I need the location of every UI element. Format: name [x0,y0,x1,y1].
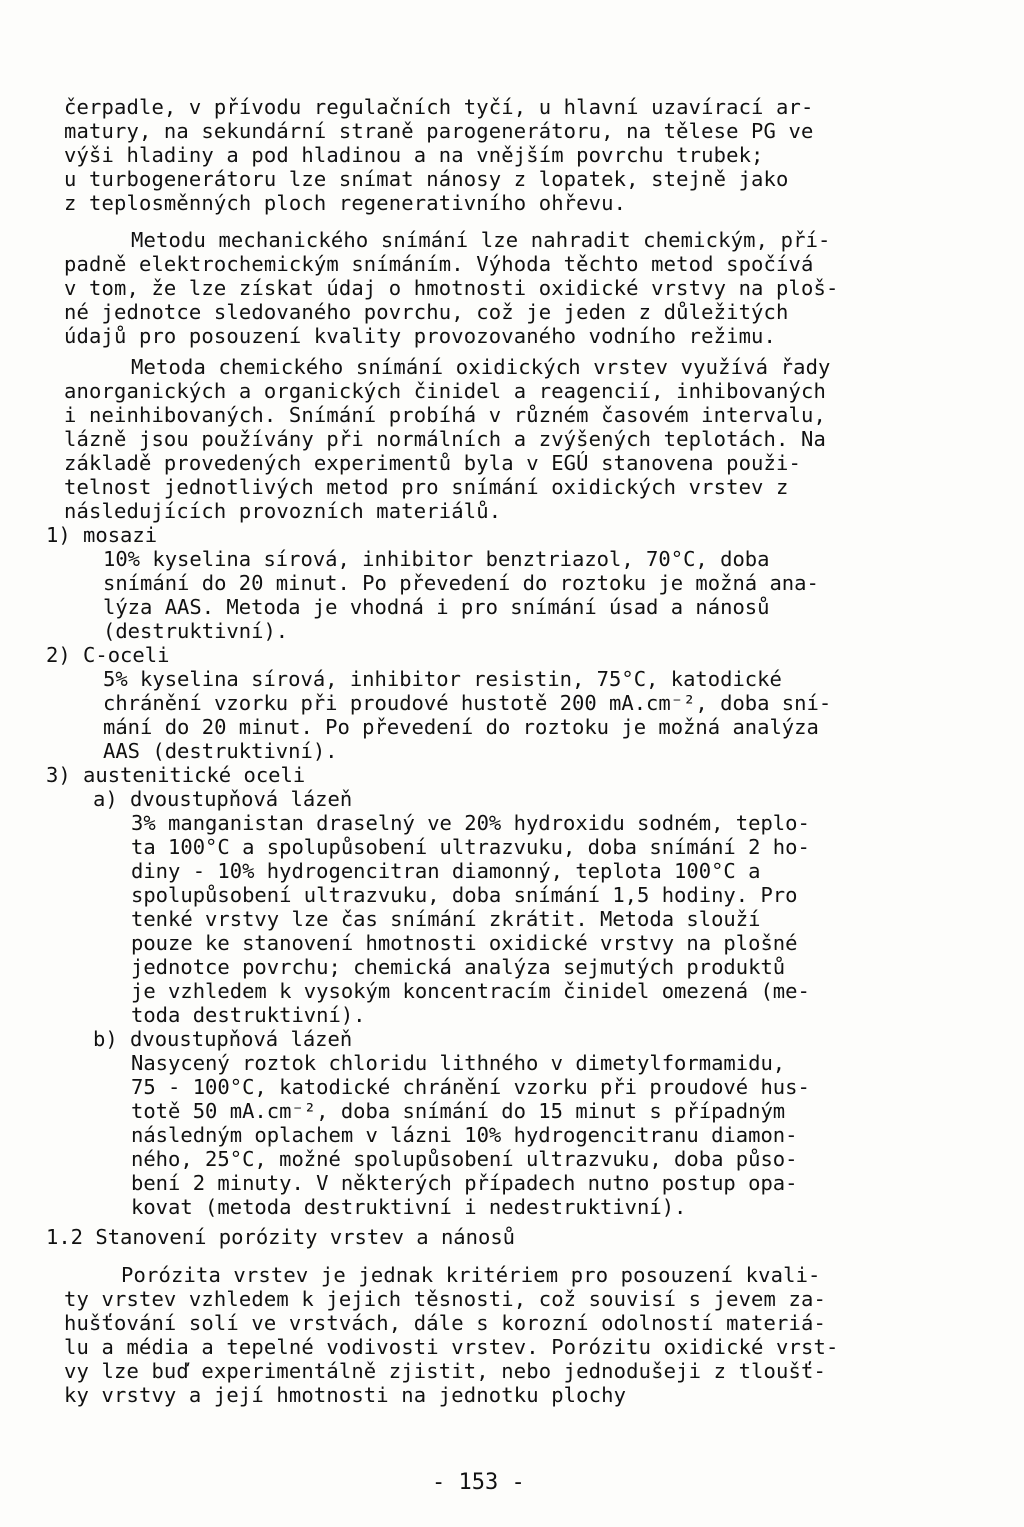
paragraph-3-line-5: základě provedených experimentů byla v EGÚ stanovena použi- [64,451,802,475]
sub-item-a-line-6: pouze ke stanovení hmotnosti oxidické vrstvy na plošné [131,931,798,955]
paragraph-3-line-3: i neinhibovaných. Snímání probíhá v různém časovém intervalu, [64,403,827,427]
paragraph-3-line-4: lázně jsou používány při normálních a zvýšených teplotách. Na [64,427,827,451]
paragraph-2-line-1: Metodu mechanického snímání lze nahradit chemickým, pří- [131,228,831,252]
paragraph-3-line-2: anorganických a organických činidel a reagencií, inhibovaných [64,379,827,403]
paragraph-4-line-2: ty vrstev vzhledem k jejich těsnosti, což souvisí s jevem za- [64,1287,827,1311]
section-heading: 1.2 Stanovení porózity vrstev a nánosů [46,1225,515,1249]
sub-item-a-line-4: spolupůsobení ultrazvuku, doba snímání 1,5 hodiny. Pro [131,883,798,907]
paragraph-2-line-4: né jednotce sledovaného povrchu, což je jeden z důležitých [64,300,789,324]
sub-item-a-line-2: ta 100°C a spolupůsobení ultrazvuku, doba snímání 2 ho- [131,835,810,859]
list-item-2-line-3: mání do 20 minut. Po převedení do roztoku je možná analýza [103,715,819,739]
sub-item-a-heading: a) dvoustupňová lázeň [93,787,353,811]
paragraph-1-line-2: matury, na sekundární straně parogenerátoru, na tělese PG ve [64,119,814,143]
paragraph-1-line-3: výši hladiny a pod hladinou a na vnějším povrchu trubek; [64,143,764,167]
sub-item-a-line-5: tenké vrstvy lze čas snímání zkrátit. Metoda slouží [131,907,761,931]
list-item-3-heading: 3) austenitické oceli [46,763,306,787]
list-item-2-heading: 2) C-oceli [46,643,170,667]
sub-item-a-line-7: jednotce povrchu; chemická analýza sejmutých produktů [131,955,786,979]
paragraph-4-line-4: lu a média a tepelné vodivosti vrstev. Porózitu oxidické vrst- [64,1335,839,1359]
sub-item-b-line-4: následným oplachem v lázni 10% hydrogencitranu diamon- [131,1123,798,1147]
sub-item-b-line-6: bení 2 minuty. V některých případech nutno postup opa- [131,1171,798,1195]
list-item-1-line-2: snímání do 20 minut. Po převedení do roztoku je možná ana- [103,571,819,595]
list-item-2-line-2: chránění vzorku při proudové hustotě 200 mA.cm⁻², doba sní- [103,691,832,715]
list-item-1-heading: 1) mosazi [46,523,158,547]
paragraph-1-line-4: u turbogenerátoru lze snímat nánosy z lopatek, stejně jako [64,167,789,191]
paragraph-2-line-5: údajů pro posouzení kvality provozovaného vodního režimu. [64,324,777,348]
paragraph-3-line-7: následujících provozních materiálů. [64,499,502,523]
sub-item-a-line-3: diny - 10% hydrogencitran diamonný, teplota 100°C a [131,859,761,883]
list-item-2-line-1: 5% kyselina sírová, inhibitor resistin, 75°C, katodické [103,667,782,691]
paragraph-4-line-6: ky vrstvy a její hmotnosti na jednotku plochy [64,1383,627,1407]
sub-item-a-line-8: je vzhledem k vysokým koncentracím činidel omezená (me- [131,979,810,1003]
paragraph-3-line-6: telnost jednotlivých metod pro snímání oxidických vrstev z [64,475,789,499]
paragraph-4-line-3: hušťování solí ve vrstvách, dále s korozní odolností materiá- [64,1311,827,1335]
sub-item-b-line-1: Nasycený roztok chloridu lithného v dimetylformamidu, [131,1051,786,1075]
paragraph-4-line-1: Porózita vrstev je jednak kritériem pro posouzení kvali- [121,1263,821,1287]
paragraph-1-line-5: z teplosměnných ploch regenerativního ohřevu. [64,191,627,215]
list-item-1-line-3: lýza AAS. Metoda je vhodná i pro snímání úsad a nánosů [103,595,770,619]
sub-item-b-line-5: ného, 25°C, možné spolupůsobení ultrazvuku, doba půso- [131,1147,798,1171]
list-item-2-line-4: AAS (destruktivní). [103,739,338,763]
sub-item-a-line-1: 3% manganistan draselný ve 20% hydroxidu sodném, teplo- [131,811,810,835]
sub-item-b-heading: b) dvoustupňová lázeň [93,1027,353,1051]
sub-item-b-line-2: 75 - 100°C, katodické chránění vzorku při proudové hus- [131,1075,810,1099]
paragraph-4-line-5: vy lze buď experimentálně zjistit, nebo jednodušeji z tloušť- [64,1359,827,1383]
page-number: - 153 - [432,1470,525,1495]
paragraph-2-line-2: padně elektrochemickým snímáním. Výhoda těchto metod spočívá [64,252,814,276]
list-item-1-line-4: (destruktivní). [103,619,289,643]
sub-item-a-line-9: toda destruktivní). [131,1003,366,1027]
paragraph-3-line-1: Metoda chemického snímání oxidických vrstev využívá řady [131,355,831,379]
paragraph-1-line-1: čerpadle, v přívodu regulačních tyčí, u hlavní uzavírací ar- [64,95,814,119]
list-item-1-line-1: 10% kyselina sírová, inhibitor benztriazol, 70°C, doba [103,547,770,571]
paragraph-2-line-3: v tom, že lze získat údaj o hmotnosti oxidické vrstvy na ploš- [64,276,839,300]
sub-item-b-line-7: kovat (metoda destruktivní i nedestruktivní). [131,1195,687,1219]
sub-item-b-line-3: totě 50 mA.cm⁻², doba snímání do 15 minut s případným [131,1099,786,1123]
